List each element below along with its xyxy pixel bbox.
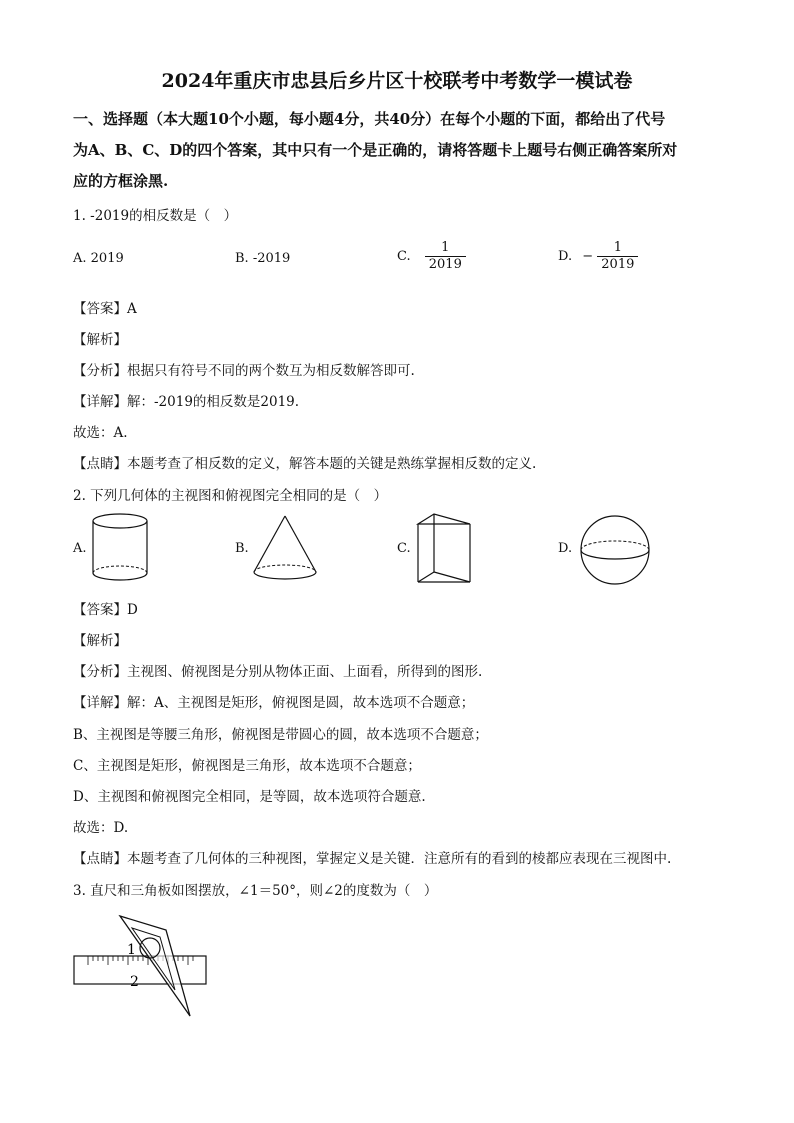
q1-option-c-denominator: 2019 xyxy=(428,257,462,272)
q1-option-d xyxy=(558,240,638,273)
q2-xiangjie: 【详解】解：A、主视图是矩形，俯视图是圆，故本选项不合题意； xyxy=(73,695,475,711)
ruler-triangle-figure xyxy=(70,910,210,1025)
q2-option-c-label: C. xyxy=(397,541,411,556)
q1-analysis-heading: 【解析】 xyxy=(73,332,127,348)
q2-line-b: B、主视图是等腰三角形，俯视图是带圆心的圆，故本选项不合题意； xyxy=(73,727,488,743)
q1-option-d-numerator: 1 xyxy=(597,240,638,257)
q2-option-d-label: D. xyxy=(558,541,573,556)
q2-dianjing: 【点睛】本题考查了几何体的三种视图，掌握定义是关键．注意所有的看到的棱都应表现在三视图中. xyxy=(73,851,672,867)
angle-1-label: 1 xyxy=(127,942,136,958)
q1-option-c xyxy=(397,240,466,273)
q2-option-b-label: B. xyxy=(235,541,249,556)
q2-answer: 【答案】D xyxy=(73,602,138,618)
q3-stem: 3. 直尺和三角板如图摆放，∠1＝50°，则∠2的度数为（ ） xyxy=(73,883,438,899)
q1-stem: 1. -2019的相反数是（ ） xyxy=(73,208,238,224)
q1-option-c-numerator: 1 xyxy=(425,240,466,257)
q2-analysis-heading: 【解析】 xyxy=(73,633,127,649)
q1-option-d-sign: − xyxy=(582,249,594,264)
q1-option-b: B. -2019 xyxy=(235,251,291,266)
q1-dianjing: 【点睛】本题考查了相反数的定义，解答本题的关键是熟练掌握相反数的定义. xyxy=(73,456,537,472)
cone-figure xyxy=(250,514,320,584)
q1-option-a: A. 2019 xyxy=(73,251,124,266)
ruler-body xyxy=(74,956,206,984)
q1-answer: 【答案】A xyxy=(73,301,137,317)
q1-fenxi: 【分析】根据只有符号不同的两个数互为相反数解答即可. xyxy=(73,363,415,379)
triangular-prism-figure xyxy=(414,512,476,586)
q1-xiangjie: 【详解】解：-2019的相反数是2019. xyxy=(73,394,300,410)
section-instructions-line3: 应的方框涂黑. xyxy=(73,172,169,190)
q1-option-d-label: D. xyxy=(558,249,573,264)
q1-option-c-fraction xyxy=(425,240,466,273)
section-instructions-line2: 为A、B、C、D的四个答案，其中只有一个是正确的，请将答题卡上题号右侧正确答案所对 xyxy=(73,141,678,159)
angle-2-label: 2 xyxy=(130,974,139,990)
page-title: 2024年重庆市忠县后乡片区十校联考中考数学一模试卷 xyxy=(161,70,633,92)
q2-fenxi: 【分析】主视图、俯视图是分别从物体正面、上面看，所得到的图形. xyxy=(73,664,483,680)
q1-option-c-label: C. xyxy=(397,249,411,264)
q1-conclusion: 故选：A. xyxy=(73,425,128,441)
q2-line-c: C、主视图是矩形，俯视图是三角形，故本选项不合题意； xyxy=(73,758,421,774)
q2-line-d: D、主视图和俯视图完全相同，是等圆，故本选项符合题意. xyxy=(73,789,426,805)
q1-option-d-denominator: 2019 xyxy=(601,257,635,272)
section-instructions-line1: 一、选择题（本大题10个小题，每小题4分，共40分）在每个小题的下面，都给出了代号 xyxy=(73,110,666,128)
sphere-figure xyxy=(578,514,652,588)
q2-conclusion: 故选：D. xyxy=(73,820,129,836)
q2-stem: 2. 下列几何体的主视图和俯视图完全相同的是（ ） xyxy=(73,488,388,504)
q2-option-a-label: A. xyxy=(73,541,87,556)
q1-option-d-fraction xyxy=(597,240,638,273)
cylinder-figure xyxy=(88,510,152,586)
